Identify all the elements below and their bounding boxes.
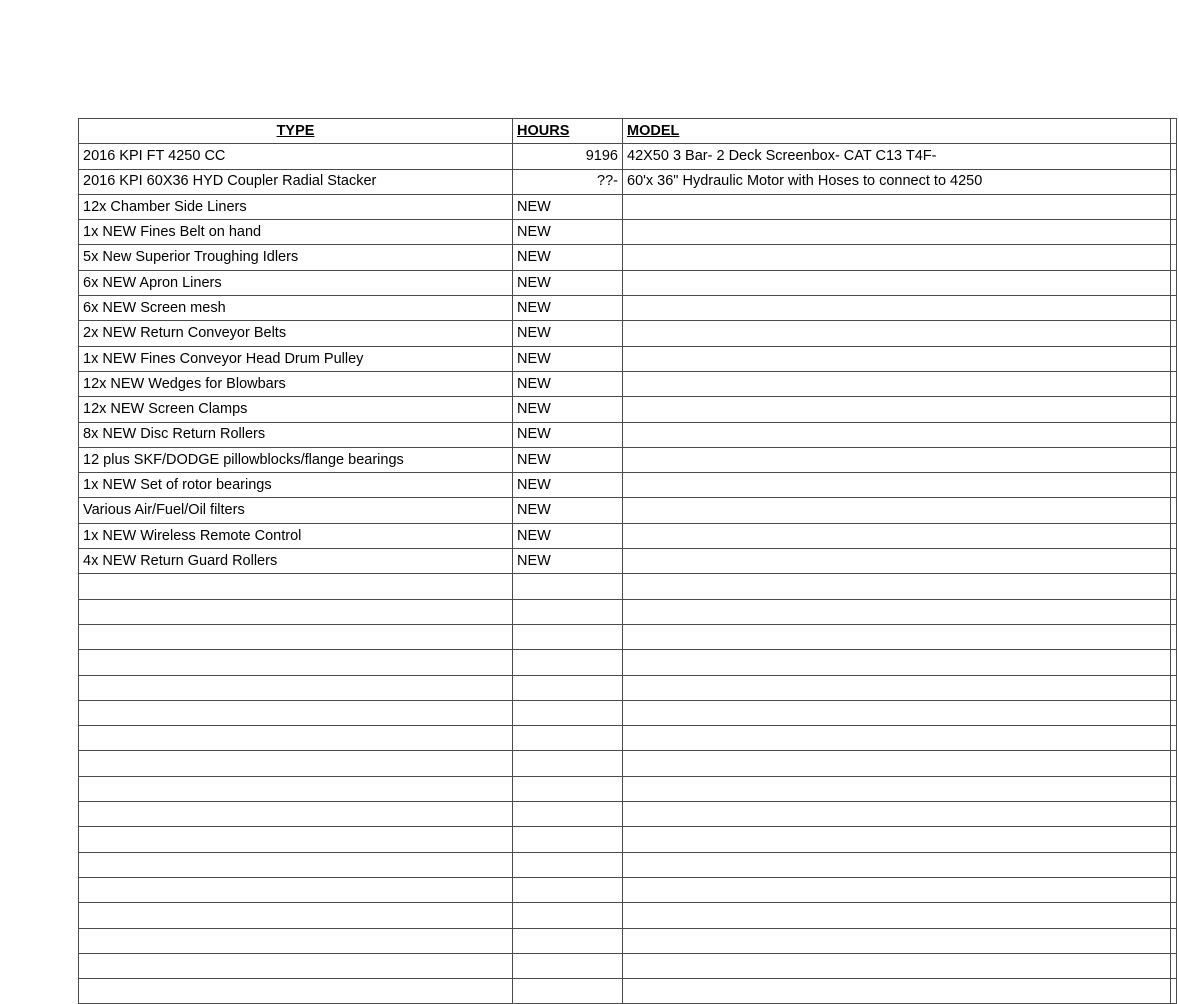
table-row[interactable] (79, 397, 1177, 422)
cell-type[interactable] (79, 852, 513, 877)
cell-model[interactable] (623, 447, 1171, 472)
table-row[interactable] (79, 220, 1177, 245)
table-row[interactable] (79, 473, 1177, 498)
table-row[interactable] (79, 245, 1177, 270)
cell-model[interactable] (623, 802, 1171, 827)
cell-edge (1171, 599, 1177, 624)
column-header-hours-label: HOURS (517, 122, 570, 139)
cell-edge (1171, 422, 1177, 447)
table-row[interactable] (79, 599, 1177, 624)
cell-model[interactable] (623, 270, 1171, 295)
column-header-hours[interactable] (513, 119, 623, 144)
cell-type[interactable] (79, 802, 513, 827)
cell-type[interactable] (79, 650, 513, 675)
cell-hours[interactable]: NEW (513, 447, 623, 472)
cell-model[interactable]: 42X50 3 Bar- 2 Deck Screenbox- CAT C13 T4F- (623, 144, 1171, 169)
cell-model[interactable] (623, 296, 1171, 321)
cell-model[interactable] (623, 624, 1171, 649)
cell-edge (1171, 827, 1177, 852)
cell-edge (1171, 574, 1177, 599)
cell-type[interactable] (79, 827, 513, 852)
cell-edge (1171, 220, 1177, 245)
cell-type[interactable]: 2016 KPI FT 4250 CC (79, 144, 513, 169)
cell-type[interactable]: 1x NEW Wireless Remote Control (79, 523, 513, 548)
cell-edge (1171, 346, 1177, 371)
cell-type[interactable] (79, 776, 513, 801)
cell-edge (1171, 726, 1177, 751)
table-row[interactable] (79, 776, 1177, 801)
cell-hours[interactable] (513, 928, 623, 953)
cell-hours[interactable]: ??- (513, 169, 623, 194)
cell-edge (1171, 473, 1177, 498)
cell-edge (1171, 852, 1177, 877)
cell-type[interactable] (79, 675, 513, 700)
cell-hours[interactable] (513, 675, 623, 700)
column-header-type[interactable] (79, 119, 513, 144)
table-row[interactable] (79, 979, 1177, 1004)
cell-edge (1171, 144, 1177, 169)
table-row[interactable] (79, 928, 1177, 953)
column-header-model-label: MODEL (627, 122, 680, 139)
cell-model[interactable]: 60'x 36" Hydraulic Motor with Hoses to connect to 4250 (623, 169, 1171, 194)
cell-edge (1171, 979, 1177, 1004)
cell-model[interactable] (623, 422, 1171, 447)
cell-edge (1171, 296, 1177, 321)
cell-hours[interactable]: NEW (513, 473, 623, 498)
cell-hours[interactable]: NEW (513, 220, 623, 245)
cell-type[interactable]: 6x NEW Apron Liners (79, 270, 513, 295)
cell-hours[interactable]: NEW (513, 498, 623, 523)
cell-edge (1171, 321, 1177, 346)
cell-edge (1171, 877, 1177, 902)
table-row[interactable] (79, 827, 1177, 852)
table-row[interactable] (79, 903, 1177, 928)
cell-hours[interactable] (513, 979, 623, 1004)
table-row[interactable] (79, 296, 1177, 321)
column-header-model[interactable] (623, 119, 1171, 144)
cell-model[interactable] (623, 523, 1171, 548)
cell-model[interactable] (623, 220, 1171, 245)
spreadsheet-sheet (78, 118, 1176, 1004)
table-row[interactable] (79, 802, 1177, 827)
cell-edge (1171, 675, 1177, 700)
cell-model[interactable] (623, 650, 1171, 675)
cell-edge (1171, 270, 1177, 295)
cell-type[interactable]: Various Air/Fuel/Oil filters (79, 498, 513, 523)
table-row[interactable] (79, 346, 1177, 371)
table-row[interactable] (79, 751, 1177, 776)
table-row[interactable] (79, 953, 1177, 978)
cell-model[interactable] (623, 245, 1171, 270)
cell-hours[interactable]: NEW (513, 549, 623, 574)
cell-type[interactable]: 12x NEW Wedges for Blowbars (79, 371, 513, 396)
cell-type[interactable] (79, 928, 513, 953)
table-row[interactable] (79, 321, 1177, 346)
cell-edge (1171, 498, 1177, 523)
cell-edge (1171, 397, 1177, 422)
table-row[interactable] (79, 371, 1177, 396)
cell-model[interactable] (623, 776, 1171, 801)
column-header-type-label: TYPE (276, 122, 315, 139)
cell-hours[interactable] (513, 599, 623, 624)
cell-hours[interactable] (513, 574, 623, 599)
cell-type[interactable] (79, 953, 513, 978)
cell-hours[interactable] (513, 751, 623, 776)
cell-type[interactable] (79, 979, 513, 1004)
cell-model[interactable] (623, 498, 1171, 523)
cell-edge (1171, 447, 1177, 472)
table-row[interactable] (79, 650, 1177, 675)
cell-hours[interactable] (513, 877, 623, 902)
cell-type[interactable] (79, 877, 513, 902)
cell-edge (1171, 624, 1177, 649)
cell-edge (1171, 371, 1177, 396)
cell-hours[interactable]: NEW (513, 321, 623, 346)
table-row[interactable] (79, 194, 1177, 219)
cell-edge (1171, 700, 1177, 725)
cell-model[interactable] (623, 877, 1171, 902)
cell-type[interactable] (79, 624, 513, 649)
cell-model[interactable] (623, 371, 1171, 396)
cell-type[interactable]: 12 plus SKF/DODGE pillowblocks/flange bearings (79, 447, 513, 472)
cell-model[interactable] (623, 726, 1171, 751)
cell-model[interactable] (623, 700, 1171, 725)
table-row[interactable] (79, 549, 1177, 574)
cell-edge (1171, 523, 1177, 548)
cell-edge (1171, 194, 1177, 219)
cell-type[interactable]: 12x Chamber Side Liners (79, 194, 513, 219)
table-row[interactable] (79, 169, 1177, 194)
cell-model[interactable] (623, 675, 1171, 700)
cell-model[interactable] (623, 751, 1171, 776)
cell-hours[interactable] (513, 624, 623, 649)
cell-model[interactable] (623, 549, 1171, 574)
cell-model[interactable] (623, 194, 1171, 219)
table-row[interactable] (79, 574, 1177, 599)
table-body (79, 144, 1177, 1004)
cell-model[interactable] (623, 397, 1171, 422)
cell-type[interactable]: 2x NEW Return Conveyor Belts (79, 321, 513, 346)
table-row[interactable] (79, 675, 1177, 700)
cell-edge (1171, 953, 1177, 978)
table-row[interactable] (79, 700, 1177, 725)
table-row[interactable] (79, 270, 1177, 295)
cell-edge (1171, 245, 1177, 270)
cell-type[interactable]: 12x NEW Screen Clamps (79, 397, 513, 422)
cell-edge (1171, 549, 1177, 574)
cell-model[interactable] (623, 473, 1171, 498)
cell-model[interactable] (623, 827, 1171, 852)
table-row[interactable] (79, 726, 1177, 751)
table-row[interactable] (79, 422, 1177, 447)
cell-hours[interactable] (513, 700, 623, 725)
cell-edge (1171, 928, 1177, 953)
cell-hours[interactable]: NEW (513, 397, 623, 422)
cell-hours[interactable] (513, 827, 623, 852)
cell-hours[interactable] (513, 852, 623, 877)
cell-model[interactable] (623, 346, 1171, 371)
cell-type[interactable]: 1x NEW Set of rotor bearings (79, 473, 513, 498)
cell-hours[interactable]: NEW (513, 194, 623, 219)
cell-type[interactable]: 5x New Superior Troughing Idlers (79, 245, 513, 270)
cell-model[interactable] (623, 903, 1171, 928)
cell-hours[interactable]: NEW (513, 296, 623, 321)
cell-model[interactable] (623, 953, 1171, 978)
table-row[interactable] (79, 877, 1177, 902)
cell-type[interactable]: 1x NEW Fines Conveyor Head Drum Pulley (79, 346, 513, 371)
cell-hours[interactable]: NEW (513, 371, 623, 396)
cell-hours[interactable]: NEW (513, 346, 623, 371)
cell-type[interactable] (79, 574, 513, 599)
cell-type[interactable]: 1x NEW Fines Belt on hand (79, 220, 513, 245)
cell-hours[interactable] (513, 903, 623, 928)
cell-hours[interactable] (513, 953, 623, 978)
cell-hours[interactable]: NEW (513, 245, 623, 270)
cell-hours[interactable]: NEW (513, 270, 623, 295)
cell-edge (1171, 650, 1177, 675)
cell-type[interactable]: 8x NEW Disc Return Rollers (79, 422, 513, 447)
cell-hours[interactable]: NEW (513, 523, 623, 548)
cell-model[interactable] (623, 574, 1171, 599)
cell-hours[interactable] (513, 802, 623, 827)
table-row[interactable] (79, 624, 1177, 649)
table-row[interactable] (79, 447, 1177, 472)
cell-hours[interactable]: 9196 (513, 144, 623, 169)
cell-edge (1171, 903, 1177, 928)
cell-edge (1171, 169, 1177, 194)
cell-model[interactable] (623, 979, 1171, 1004)
cell-edge (1171, 802, 1177, 827)
cell-type[interactable] (79, 903, 513, 928)
cell-model[interactable] (623, 599, 1171, 624)
cell-edge (1171, 751, 1177, 776)
cell-hours[interactable]: NEW (513, 422, 623, 447)
cell-model[interactable] (623, 321, 1171, 346)
column-header-edge (1171, 119, 1177, 144)
cell-hours[interactable] (513, 726, 623, 751)
cell-type[interactable]: 2016 KPI 60X36 HYD Coupler Radial Stacker (79, 169, 513, 194)
cell-type[interactable] (79, 700, 513, 725)
equipment-table (78, 118, 1177, 1004)
cell-type[interactable] (79, 751, 513, 776)
cell-type[interactable] (79, 599, 513, 624)
cell-model[interactable] (623, 852, 1171, 877)
cell-type[interactable]: 4x NEW Return Guard Rollers (79, 549, 513, 574)
cell-type[interactable] (79, 726, 513, 751)
table-header-row (79, 119, 1177, 144)
cell-model[interactable] (623, 928, 1171, 953)
table-row[interactable] (79, 498, 1177, 523)
cell-edge (1171, 776, 1177, 801)
cell-hours[interactable] (513, 650, 623, 675)
table-row[interactable] (79, 852, 1177, 877)
table-row[interactable] (79, 144, 1177, 169)
table-row[interactable] (79, 523, 1177, 548)
cell-hours[interactable] (513, 776, 623, 801)
cell-type[interactable]: 6x NEW Screen mesh (79, 296, 513, 321)
